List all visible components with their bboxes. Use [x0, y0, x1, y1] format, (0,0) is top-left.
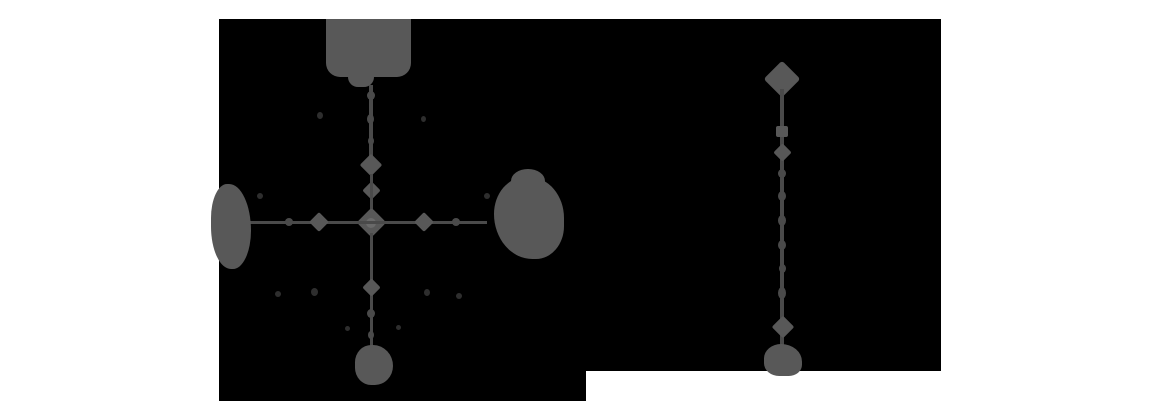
speck-10: [396, 325, 401, 330]
speck-1: [317, 112, 323, 119]
horizontal-filament: [247, 221, 487, 224]
node-dot-left-2: [285, 218, 293, 226]
speck-2: [421, 116, 426, 122]
speck-4: [484, 193, 490, 199]
node-diamond-lower-1: [362, 278, 380, 296]
bottom-blob: [355, 345, 393, 385]
speck-6: [311, 288, 318, 296]
right-edge-blob-cap: [511, 169, 545, 193]
filament-knot-a: [367, 91, 375, 100]
filament-knot-c: [368, 137, 374, 145]
left-edge-blob: [211, 184, 251, 269]
node-diamond-left-1: [309, 212, 329, 232]
left-panel: [219, 19, 586, 401]
node-diamond-right-1: [414, 212, 434, 232]
node-dot-lower-3: [368, 331, 374, 339]
node-dot-lower-2: [367, 309, 375, 318]
right-node-diamond-1: [773, 143, 791, 161]
filament-knot-b: [367, 114, 374, 124]
top-block-shape: [326, 19, 411, 77]
right-node-dot-2: [778, 191, 786, 201]
node-dot-right-2: [452, 218, 460, 226]
right-node-dot-6: [778, 287, 786, 299]
right-node-diamond-2: [772, 316, 795, 339]
right-node-dot-1: [778, 169, 786, 178]
speck-5: [275, 291, 281, 297]
speck-8: [456, 293, 462, 299]
node-diamond-upper-1: [360, 154, 383, 177]
right-bottom-blob: [764, 344, 802, 376]
right-node-dot-5: [779, 264, 786, 273]
right-node-dot-3: [778, 215, 786, 226]
speck-3: [257, 193, 263, 199]
speck-7: [424, 289, 430, 296]
right-node-dot-4: [778, 240, 786, 250]
speck-9: [345, 326, 350, 331]
right-node-square-1: [776, 126, 788, 137]
right-panel: [586, 19, 941, 371]
